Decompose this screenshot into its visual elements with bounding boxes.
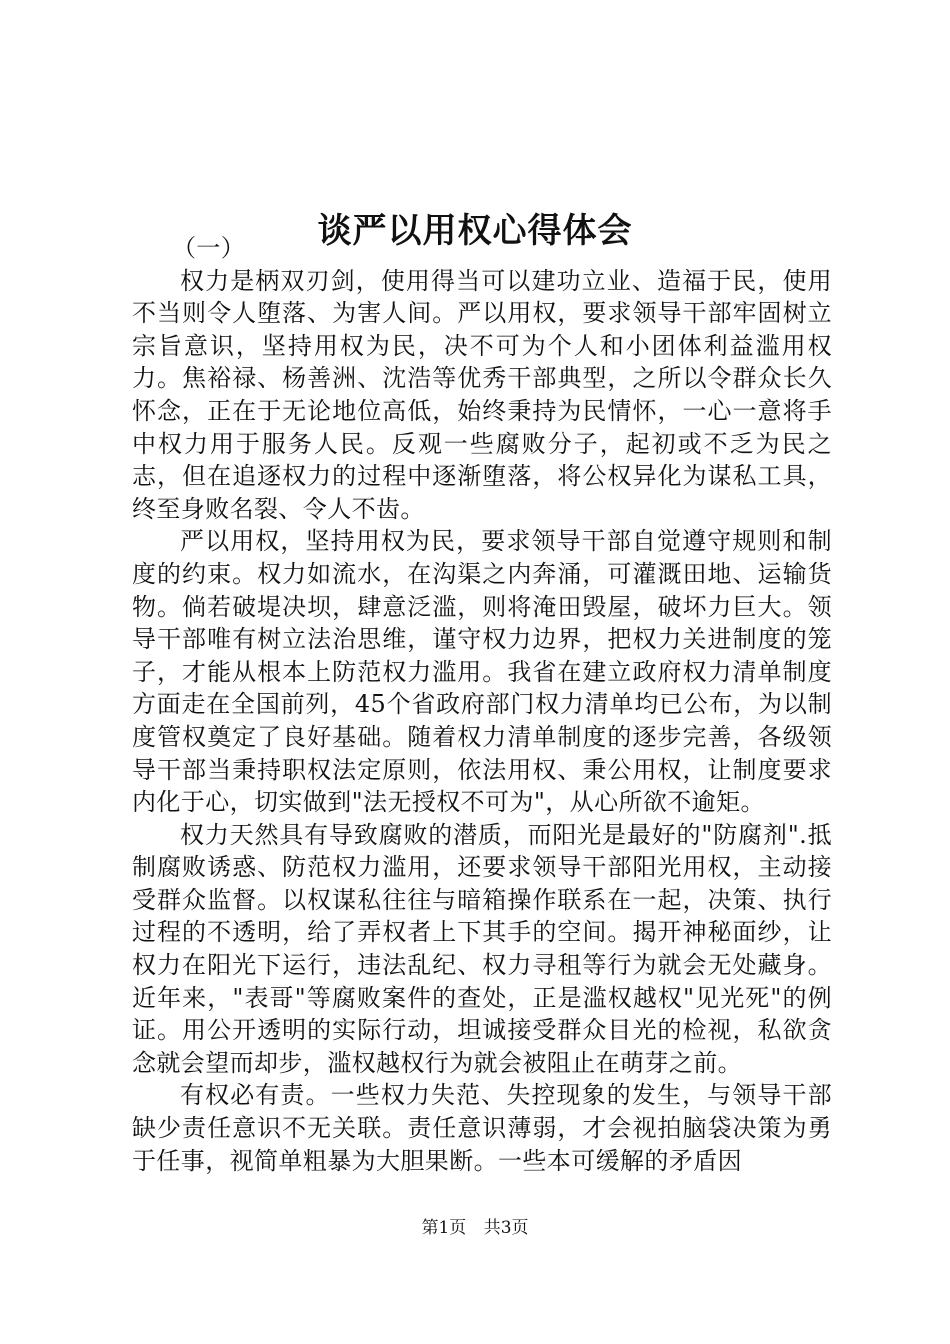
paragraph-3: 权力天然具有导致腐败的潜质，而阳光是最好的"防腐剂".抵制腐败诱惑、防范权力滥用，还要求领导干部阳光用权，主动接受群众监督。以权谋私往往与暗箱操作联系在一起，决策、执行过程的不透明，给了弄权者上下其手的空间。揭开神秘面纱，让权力在阳光下运行，违法乱纪、权力寻租等行为就会无处藏身。近年来，"表哥"等腐败案件的查处，正是滥权越权"见光死"的例证。用公开透明的实际行动，坦诚接受群众目光的检视，私欲贪念就会望而却步，滥权越权行为就会被阻止在萌芽之前。 <box>132 820 832 1077</box>
paragraph-1: 权力是柄双刃剑，使用得当可以建功立业、造福于民，使用不当则令人堕落、为害人间。严以用权，要求领导干部牢固树立宗旨意识，坚持用权为民，决不可为个人和小团体利益滥用权力。焦裕禄、杨善洲、沈浩等优秀干部典型，之所以令群众长久怀念，正在于无论地位高低，始终秉持为民情怀，一心一意将手中权力用于服务人民。反观一些腐败分子，起初或不乏为民之志，但在追逐权力的过程中逐渐堕落，将公权异化为谋私工具，终至身败名裂、令人不齿。 <box>132 266 832 523</box>
document-title: 谈严以用权心得体会 <box>317 210 633 251</box>
document-body <box>132 232 832 1177</box>
paragraph-2: 严以用权，坚持用权为民，要求领导干部自觉遵守规则和制度的约束。权力如流水，在沟渠之内奔涌，可灌溉田地、运输货物。倘若破堤决坝，肆意泛滥，则将淹田毁屋，破坏力巨大。领导干部唯有树立法治思维，谨守权力边界，把权力关进制度的笼子，才能从根本上防范权力滥用。我省在建立政府权力清单制度方面走在全国前列，45个省政府部门权力清单均已公布，为以制度管权奠定了良好基础。随着权力清单制度的逐步完善，各级领导干部当秉持职权法定原则，依法用权、秉公用权，让制度要求内化于心，切实做到"法无授权不可为"，从心所欲不逾矩。 <box>132 527 832 817</box>
page-total: 共3页 <box>483 1218 529 1238</box>
page-number: 第1页 <box>421 1218 467 1238</box>
paragraph-4: 有权必有责。一些权力失范、失控现象的发生，与领导干部缺少责任意识不无关联。责任意识薄弱，才会视拍脑袋决策为勇于任事，视简单粗暴为大胆果断。一些本可缓解的矛盾因 <box>132 1081 832 1175</box>
page-footer <box>0 1217 950 1239</box>
section-mark: （一） <box>172 234 246 262</box>
